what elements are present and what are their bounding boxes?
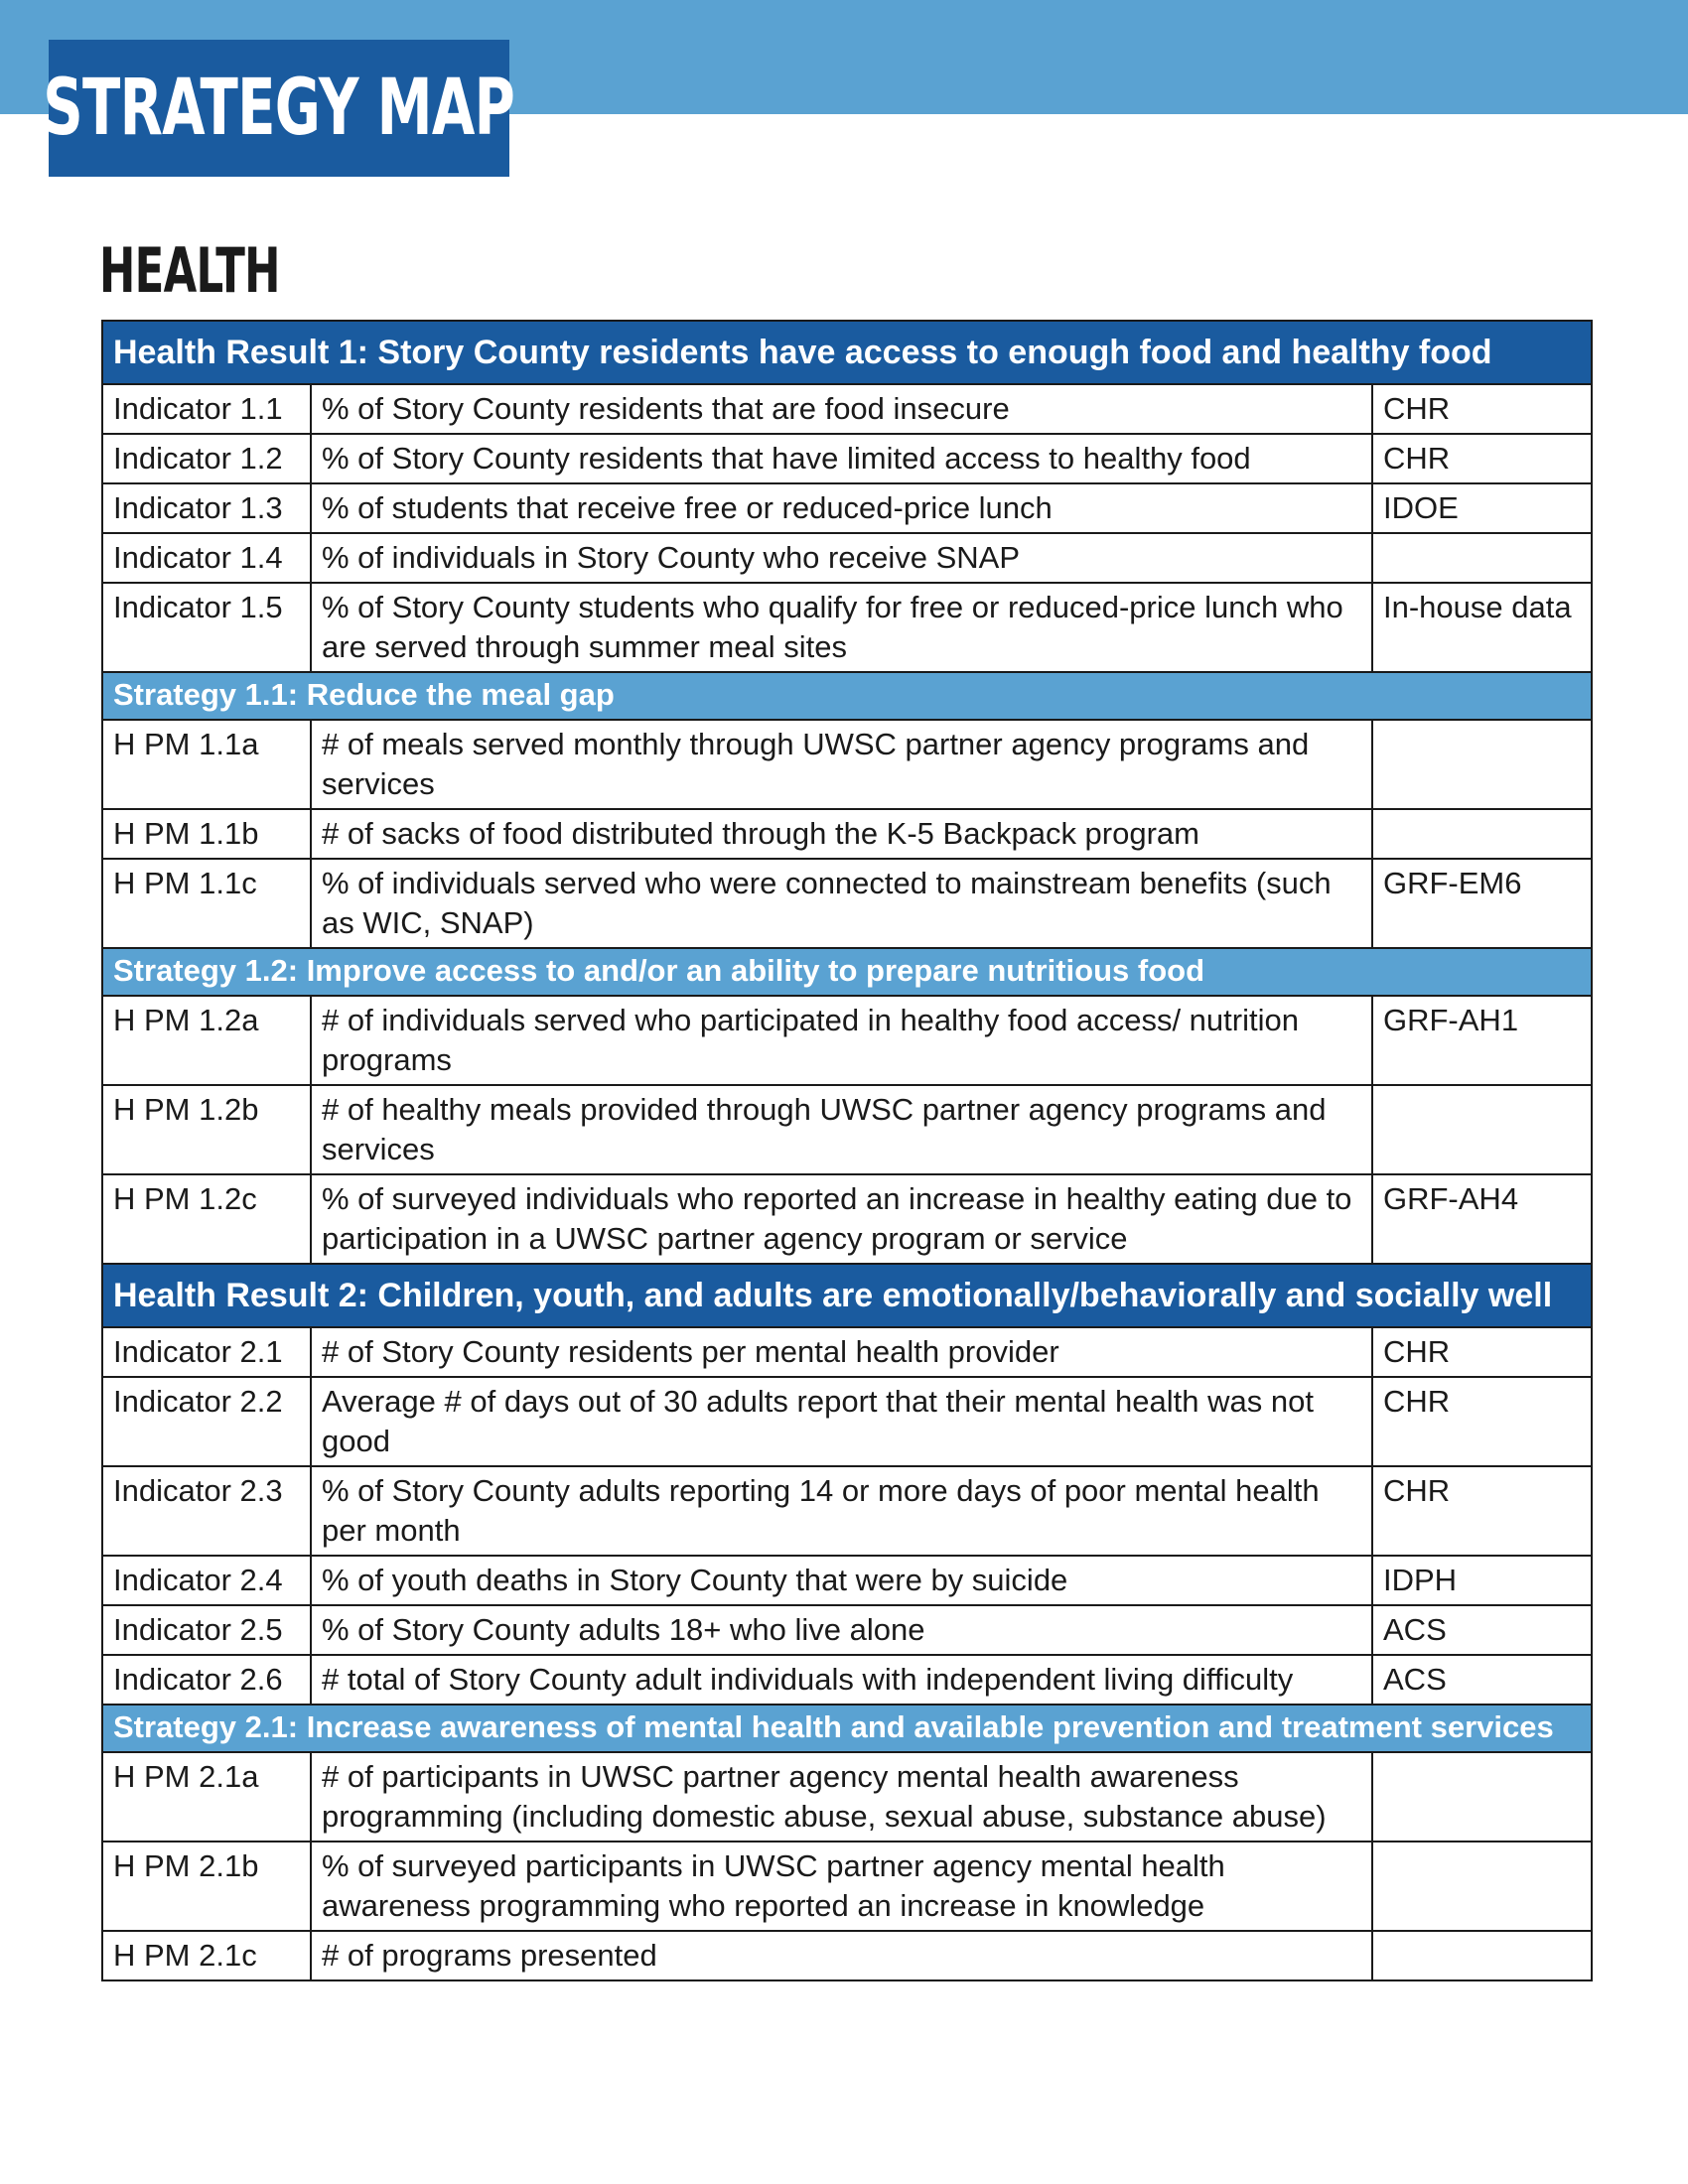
indicator-source: IDPH: [1372, 1556, 1592, 1605]
indicator-code: Indicator 2.6: [102, 1655, 311, 1705]
indicator-row: [102, 384, 1592, 434]
measure-text: # of programs presented: [311, 1931, 1372, 1980]
indicator-row: [102, 1466, 1592, 1556]
indicator-source: IDOE: [1372, 483, 1592, 533]
indicator-source: CHR: [1372, 1377, 1592, 1466]
measure-code: H PM 1.2a: [102, 996, 311, 1085]
indicator-row: [102, 583, 1592, 672]
measure-code: H PM 2.1c: [102, 1931, 311, 1980]
indicator-source: ACS: [1372, 1655, 1592, 1705]
indicator-row: [102, 1377, 1592, 1466]
measure-code: H PM 1.1b: [102, 809, 311, 859]
strategy-title: Strategy 1.1: Reduce the meal gap: [102, 672, 1592, 720]
measure-text: # of sacks of food distributed through the K-5 Backpack program: [311, 809, 1372, 859]
indicator-code: Indicator 1.1: [102, 384, 311, 434]
page-title-box: [43, 40, 515, 177]
measure-source: [1372, 809, 1592, 859]
indicator-code: Indicator 1.2: [102, 434, 311, 483]
measure-row: [102, 859, 1592, 948]
indicator-row: [102, 483, 1592, 533]
indicator-text: % of individuals in Story County who receive SNAP: [311, 533, 1372, 583]
measure-code: H PM 1.2b: [102, 1085, 311, 1174]
measure-source: [1372, 1842, 1592, 1931]
measure-source: [1372, 1752, 1592, 1842]
strategy-header-row: [102, 672, 1592, 720]
indicator-row: [102, 1327, 1592, 1377]
page-title: STRATEGY MAP: [43, 64, 515, 153]
result-title: Health Result 1: Story County residents have access to enough food and healthy food: [102, 321, 1592, 384]
measure-code: H PM 2.1b: [102, 1842, 311, 1931]
measure-row: [102, 720, 1592, 809]
indicator-source: CHR: [1372, 1466, 1592, 1556]
indicator-code: Indicator 2.3: [102, 1466, 311, 1556]
indicator-code: Indicator 1.4: [102, 533, 311, 583]
indicator-text: % of Story County students who qualify for free or reduced-price lunch who are served through summer meal sites: [311, 583, 1372, 672]
indicator-text: % of youth deaths in Story County that were by suicide: [311, 1556, 1372, 1605]
measure-row: [102, 1752, 1592, 1842]
result-header-row: [102, 321, 1592, 384]
section-heading: HEALTH: [99, 234, 280, 307]
measure-row: [102, 1842, 1592, 1931]
indicator-source: In-house data: [1372, 583, 1592, 672]
indicator-source: [1372, 533, 1592, 583]
indicator-row: [102, 1655, 1592, 1705]
measure-source: [1372, 1931, 1592, 1980]
measure-text: # of healthy meals provided through UWSC partner agency programs and services: [311, 1085, 1372, 1174]
indicator-text: % of Story County residents that have limited access to healthy food: [311, 434, 1372, 483]
indicator-text: % of Story County adults 18+ who live alone: [311, 1605, 1372, 1655]
measure-row: [102, 1085, 1592, 1174]
indicator-code: Indicator 1.5: [102, 583, 311, 672]
indicator-text: % of students that receive free or reduced-price lunch: [311, 483, 1372, 533]
strategy-header-row: [102, 1705, 1592, 1752]
indicator-code: Indicator 1.3: [102, 483, 311, 533]
measure-source: GRF-AH4: [1372, 1174, 1592, 1264]
measure-code: H PM 1.1a: [102, 720, 311, 809]
strategy-table: [101, 320, 1593, 1981]
indicator-text: % of Story County residents that are food insecure: [311, 384, 1372, 434]
indicator-source: CHR: [1372, 1327, 1592, 1377]
measure-text: # of participants in UWSC partner agency mental health awareness programming (including domestic abuse, sexual abuse, substance abuse): [311, 1752, 1372, 1842]
indicator-text: # of Story County residents per mental health provider: [311, 1327, 1372, 1377]
measure-source: GRF-AH1: [1372, 996, 1592, 1085]
indicator-code: Indicator 2.2: [102, 1377, 311, 1466]
strategy-title: Strategy 1.2: Improve access to and/or an ability to prepare nutritious food: [102, 948, 1592, 996]
measure-text: # of individuals served who participated in healthy food access/ nutrition programs: [311, 996, 1372, 1085]
strategy-title: Strategy 2.1: Increase awareness of mental health and available prevention and treatment services: [102, 1705, 1592, 1752]
measure-text: # of meals served monthly through UWSC partner agency programs and services: [311, 720, 1372, 809]
measure-source: [1372, 720, 1592, 809]
measure-code: H PM 1.1c: [102, 859, 311, 948]
measure-source: [1372, 1085, 1592, 1174]
measure-row: [102, 809, 1592, 859]
indicator-source: CHR: [1372, 434, 1592, 483]
measure-row: [102, 1931, 1592, 1980]
indicator-code: Indicator 2.1: [102, 1327, 311, 1377]
indicator-code: Indicator 2.5: [102, 1605, 311, 1655]
indicator-text: # total of Story County adult individuals with independent living difficulty: [311, 1655, 1372, 1705]
indicator-text: Average # of days out of 30 adults report that their mental health was not good: [311, 1377, 1372, 1466]
result-header-row: [102, 1264, 1592, 1327]
measure-text: % of surveyed participants in UWSC partner agency mental health awareness programming who reported an increase in knowledge: [311, 1842, 1372, 1931]
indicator-source: ACS: [1372, 1605, 1592, 1655]
measure-code: H PM 1.2c: [102, 1174, 311, 1264]
strategy-header-row: [102, 948, 1592, 996]
indicator-row: [102, 533, 1592, 583]
indicator-row: [102, 1556, 1592, 1605]
indicator-source: CHR: [1372, 384, 1592, 434]
measure-text: % of surveyed individuals who reported an increase in healthy eating due to participation in a UWSC partner agency program or service: [311, 1174, 1372, 1264]
measure-text: % of individuals served who were connected to mainstream benefits (such as WIC, SNAP): [311, 859, 1372, 948]
indicator-row: [102, 1605, 1592, 1655]
indicator-text: % of Story County adults reporting 14 or more days of poor mental health per month: [311, 1466, 1372, 1556]
measure-code: H PM 2.1a: [102, 1752, 311, 1842]
measure-row: [102, 996, 1592, 1085]
indicator-row: [102, 434, 1592, 483]
result-title: Health Result 2: Children, youth, and adults are emotionally/behaviorally and socially well: [102, 1264, 1592, 1327]
indicator-code: Indicator 2.4: [102, 1556, 311, 1605]
measure-row: [102, 1174, 1592, 1264]
measure-source: GRF-EM6: [1372, 859, 1592, 948]
